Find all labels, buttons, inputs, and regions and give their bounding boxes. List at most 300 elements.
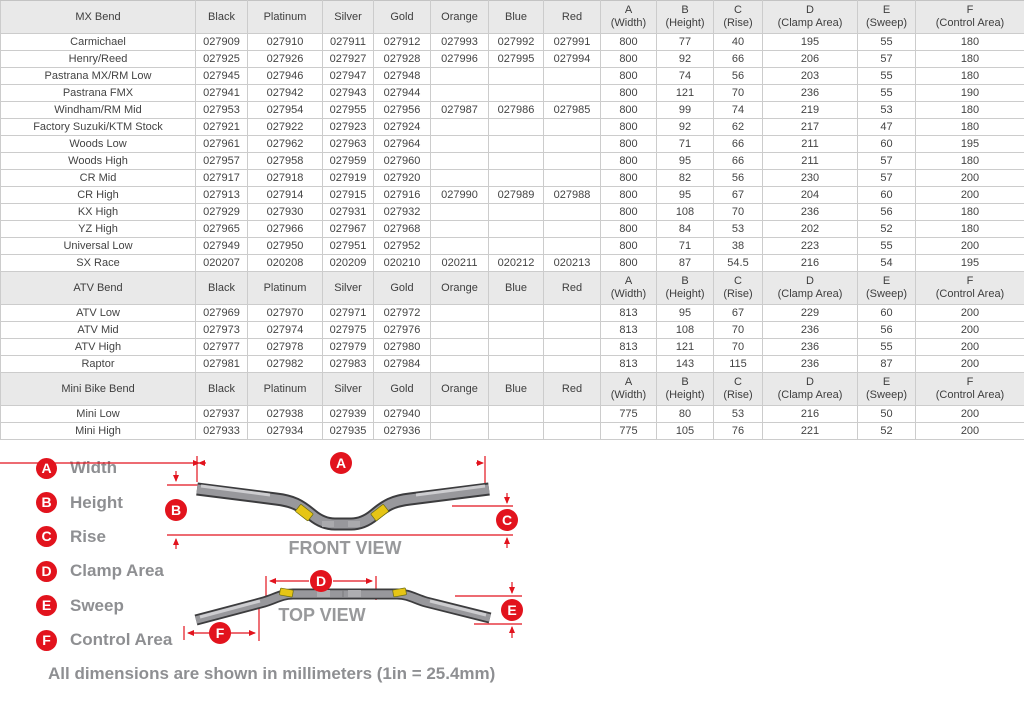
spec-cell: 56 xyxy=(858,322,916,339)
dim-column-header xyxy=(763,1,858,34)
dim-letter: E xyxy=(882,4,891,16)
bend-name: ATV Mid xyxy=(1,322,196,339)
handlebar-diagram-svg xyxy=(0,434,1024,699)
spec-row xyxy=(1,255,1024,272)
spec-cell: 99 xyxy=(657,102,714,119)
spec-cell: 55 xyxy=(858,339,916,356)
spec-cell: 95 xyxy=(657,153,714,170)
spec-cell: 027954 xyxy=(248,102,323,119)
top-view-group xyxy=(184,570,523,644)
dim-sub: (Clamp Area) xyxy=(777,17,843,29)
spec-cell: 71 xyxy=(657,238,714,255)
spec-cell xyxy=(489,339,544,356)
spec-cell xyxy=(544,170,601,187)
spec-cell: 121 xyxy=(657,339,714,356)
spec-row xyxy=(1,406,1024,423)
spec-cell: 55 xyxy=(858,238,916,255)
spec-cell: 70 xyxy=(714,339,763,356)
spec-cell: 82 xyxy=(657,170,714,187)
spec-cell: 027926 xyxy=(248,51,323,68)
spec-cell: 67 xyxy=(714,187,763,204)
dim-column-header xyxy=(916,272,1024,305)
spec-cell: 027979 xyxy=(323,339,374,356)
color-column-header: Platinum xyxy=(248,272,323,305)
legend-badge-b: B xyxy=(36,492,57,513)
bend-name: Woods Low xyxy=(1,136,196,153)
spec-cell: 027943 xyxy=(323,85,374,102)
legend-badge-d: D xyxy=(36,561,57,582)
dim-sub: (Width) xyxy=(610,288,647,300)
spec-cell: 67 xyxy=(714,305,763,322)
bend-name: ATV Low xyxy=(1,305,196,322)
dim-letter: C xyxy=(734,275,742,287)
legend-label: Width xyxy=(70,458,118,478)
legend-badge-e: E xyxy=(36,595,57,616)
color-column-header: Red xyxy=(544,373,601,406)
spec-cell: 71 xyxy=(657,136,714,153)
spec-cell: 53 xyxy=(714,221,763,238)
spec-row xyxy=(1,136,1024,153)
spec-cell: 027961 xyxy=(196,136,248,153)
diagram-badge-b xyxy=(165,499,187,521)
spec-cell xyxy=(431,406,489,423)
spec-cell: 47 xyxy=(858,119,916,136)
spec-row xyxy=(1,238,1024,255)
spec-cell: 180 xyxy=(916,153,1024,170)
legend-badge-c: C xyxy=(36,526,57,547)
spec-cell: 800 xyxy=(601,102,657,119)
spec-cell: 800 xyxy=(601,51,657,68)
spec-cell: 027935 xyxy=(323,423,374,440)
spec-cell: 027937 xyxy=(196,406,248,423)
dim-column-header xyxy=(601,373,657,406)
spec-cell: 027967 xyxy=(323,221,374,238)
spec-cell xyxy=(489,68,544,85)
spec-cell: 027909 xyxy=(196,34,248,51)
spec-cell: 027993 xyxy=(431,34,489,51)
legend-label: Rise xyxy=(70,526,106,546)
spec-cell xyxy=(431,136,489,153)
spec-cell: 55 xyxy=(858,85,916,102)
dim-column-header xyxy=(714,1,763,34)
spec-cell: 027956 xyxy=(374,102,431,119)
spec-cell: 56 xyxy=(858,204,916,221)
spec-cell: 027912 xyxy=(374,34,431,51)
spec-cell: 800 xyxy=(601,221,657,238)
dim-column-header xyxy=(916,373,1024,406)
spec-row xyxy=(1,51,1024,68)
dimension-diagram xyxy=(0,437,1024,705)
spec-cell: 95 xyxy=(657,187,714,204)
dim-column-header xyxy=(858,1,916,34)
dim-column-header xyxy=(601,1,657,34)
dim-column-header xyxy=(763,272,858,305)
color-column-header: Blue xyxy=(489,272,544,305)
spec-cell: 027977 xyxy=(196,339,248,356)
spec-row xyxy=(1,339,1024,356)
top-knurl-mark xyxy=(348,590,361,597)
front-knurl-mark xyxy=(348,521,360,527)
spec-cell: 027916 xyxy=(374,187,431,204)
spec-cell: 236 xyxy=(763,356,858,373)
dim-sub: (Control Area) xyxy=(935,288,1005,300)
spec-cell: 40 xyxy=(714,34,763,51)
dim-sub: (Control Area) xyxy=(935,389,1005,401)
spec-row xyxy=(1,170,1024,187)
spec-cell: 56 xyxy=(714,170,763,187)
spec-cell: 195 xyxy=(916,136,1024,153)
svg-text:D: D xyxy=(315,573,327,589)
spec-cell: 800 xyxy=(601,136,657,153)
spec-cell: 027981 xyxy=(196,356,248,373)
spec-cell: 800 xyxy=(601,170,657,187)
dim-letter: D xyxy=(806,4,814,16)
spec-cell: 027966 xyxy=(248,221,323,238)
spec-cell: 92 xyxy=(657,119,714,136)
top-view-label: TOP VIEW xyxy=(278,605,366,625)
spec-cell: 813 xyxy=(601,356,657,373)
spec-cell: 027949 xyxy=(196,238,248,255)
diagram-badge-a xyxy=(330,452,352,474)
spec-cell: 236 xyxy=(763,339,858,356)
spec-row xyxy=(1,204,1024,221)
spec-cell xyxy=(544,153,601,170)
spec-cell xyxy=(431,204,489,221)
spec-cell: 108 xyxy=(657,322,714,339)
dim-sub: (Sweep) xyxy=(866,389,907,401)
spec-cell: 027973 xyxy=(196,322,248,339)
spec-cell xyxy=(489,305,544,322)
spec-cell: 020211 xyxy=(431,255,489,272)
legend-label: Height xyxy=(70,492,123,512)
spec-cell: 027985 xyxy=(544,102,601,119)
spec-cell: 027962 xyxy=(248,136,323,153)
spec-cell: 027975 xyxy=(323,322,374,339)
spec-cell: 027958 xyxy=(248,153,323,170)
spec-cell xyxy=(489,170,544,187)
front-view-label: FRONT VIEW xyxy=(288,538,402,558)
spec-cell: 57 xyxy=(858,153,916,170)
dim-sub: (Sweep) xyxy=(866,17,907,29)
spec-cell xyxy=(431,170,489,187)
spec-cell: 80 xyxy=(657,406,714,423)
spec-cell: 211 xyxy=(763,136,858,153)
spec-cell: 027910 xyxy=(248,34,323,51)
spec-cell xyxy=(544,221,601,238)
color-column-header: Gold xyxy=(374,1,431,34)
dim-column-header xyxy=(714,272,763,305)
dim-sub: (Rise) xyxy=(723,288,753,300)
spec-cell: 027947 xyxy=(323,68,374,85)
dim-letter: C xyxy=(734,376,742,388)
color-column-header: Platinum xyxy=(248,373,323,406)
dim-sub: (Clamp Area) xyxy=(777,389,843,401)
dim-column-header xyxy=(657,373,714,406)
diagram-badge-d xyxy=(310,570,332,592)
spec-cell: 204 xyxy=(763,187,858,204)
spec-cell: 027991 xyxy=(544,34,601,51)
dim-letter: B xyxy=(681,376,689,388)
svg-text:B: B xyxy=(170,502,182,518)
bend-name: Pastrana MX/RM Low xyxy=(1,68,196,85)
spec-cell: 800 xyxy=(601,85,657,102)
spec-cell: 027931 xyxy=(323,204,374,221)
spec-cell: 027964 xyxy=(374,136,431,153)
spec-cell: 195 xyxy=(763,34,858,51)
dim-sub: (Height) xyxy=(665,17,705,29)
spec-cell xyxy=(544,238,601,255)
spec-cell: 221 xyxy=(763,423,858,440)
bend-name: CR High xyxy=(1,187,196,204)
spec-cell: 203 xyxy=(763,68,858,85)
dim-column-header xyxy=(657,1,714,34)
front-knurl-mark xyxy=(322,521,334,527)
spec-cell: 027923 xyxy=(323,119,374,136)
svg-text:F: F xyxy=(215,625,225,641)
bend-name: SX Race xyxy=(1,255,196,272)
spec-cell: 027990 xyxy=(431,187,489,204)
spec-cell: 180 xyxy=(916,34,1024,51)
spec-cell xyxy=(489,406,544,423)
diagram-badge-e xyxy=(501,599,523,621)
spec-row xyxy=(1,119,1024,136)
dim-letter: F xyxy=(966,376,974,388)
spec-cell: 108 xyxy=(657,204,714,221)
legend-badge-a: A xyxy=(36,458,57,479)
bend-name: Mini Low xyxy=(1,406,196,423)
spec-cell xyxy=(544,322,601,339)
spec-cell: 020213 xyxy=(544,255,601,272)
spec-cell: 027930 xyxy=(248,204,323,221)
section-header-row xyxy=(1,373,1024,406)
dim-sub: (Rise) xyxy=(723,389,753,401)
spec-cell: 027986 xyxy=(489,102,544,119)
spec-cell: 217 xyxy=(763,119,858,136)
spec-cell: 027933 xyxy=(196,423,248,440)
spec-cell: 020207 xyxy=(196,255,248,272)
spec-row xyxy=(1,322,1024,339)
spec-cell: 020208 xyxy=(248,255,323,272)
spec-cell: 027971 xyxy=(323,305,374,322)
spec-cell xyxy=(431,68,489,85)
spec-cell: 027959 xyxy=(323,153,374,170)
spec-cell: 027950 xyxy=(248,238,323,255)
spec-cell: 027920 xyxy=(374,170,431,187)
spec-cell: 53 xyxy=(714,406,763,423)
spec-cell: 027970 xyxy=(248,305,323,322)
spec-cell: 202 xyxy=(763,221,858,238)
dim-sub: (Height) xyxy=(665,288,705,300)
spec-cell: 115 xyxy=(714,356,763,373)
spec-cell: 027994 xyxy=(544,51,601,68)
spec-cell: 027922 xyxy=(248,119,323,136)
spec-cell: 027921 xyxy=(196,119,248,136)
spec-cell: 027969 xyxy=(196,305,248,322)
spec-cell: 027965 xyxy=(196,221,248,238)
spec-cell: 027918 xyxy=(248,170,323,187)
spec-cell: 813 xyxy=(601,305,657,322)
spec-cell xyxy=(544,339,601,356)
spec-cell: 020209 xyxy=(323,255,374,272)
spec-cell: 027929 xyxy=(196,204,248,221)
bend-name: Mini High xyxy=(1,423,196,440)
spec-cell: 027978 xyxy=(248,339,323,356)
bend-name: Henry/Reed xyxy=(1,51,196,68)
spec-cell: 027976 xyxy=(374,322,431,339)
spec-cell: 180 xyxy=(916,102,1024,119)
dim-column-header xyxy=(601,272,657,305)
dim-column-header xyxy=(858,373,916,406)
bend-name: KX High xyxy=(1,204,196,221)
color-column-header: Blue xyxy=(489,1,544,34)
spec-cell: 027917 xyxy=(196,170,248,187)
dim-column-header xyxy=(916,1,1024,34)
legend-badge-f: F xyxy=(36,630,57,651)
spec-cell: 813 xyxy=(601,322,657,339)
spec-cell: 027960 xyxy=(374,153,431,170)
spec-cell xyxy=(544,305,601,322)
dim-sub: (Sweep) xyxy=(866,288,907,300)
dim-column-header xyxy=(858,272,916,305)
spec-cell: 200 xyxy=(916,305,1024,322)
spec-cell: 027945 xyxy=(196,68,248,85)
spec-cell: 143 xyxy=(657,356,714,373)
color-column-header: Gold xyxy=(374,272,431,305)
bend-name: Universal Low xyxy=(1,238,196,255)
color-column-header: Red xyxy=(544,272,601,305)
color-column-header: Silver xyxy=(323,1,374,34)
dim-letter: B xyxy=(681,275,689,287)
spec-cell: 200 xyxy=(916,187,1024,204)
spec-cell: 027980 xyxy=(374,339,431,356)
dim-letter: F xyxy=(966,4,974,16)
spec-cell xyxy=(431,119,489,136)
spec-cell: 027911 xyxy=(323,34,374,51)
spec-cell: 027982 xyxy=(248,356,323,373)
spec-cell: 775 xyxy=(601,406,657,423)
spec-cell: 027932 xyxy=(374,204,431,221)
diagram-badge-c xyxy=(496,509,518,531)
spec-cell: 027995 xyxy=(489,51,544,68)
spec-row xyxy=(1,187,1024,204)
spec-cell: 56 xyxy=(714,68,763,85)
spec-cell: 180 xyxy=(916,51,1024,68)
spec-cell xyxy=(489,136,544,153)
spec-cell: 800 xyxy=(601,238,657,255)
spec-cell: 027944 xyxy=(374,85,431,102)
bend-name: Factory Suzuki/KTM Stock xyxy=(1,119,196,136)
bend-name: YZ High xyxy=(1,221,196,238)
spec-cell: 200 xyxy=(916,322,1024,339)
spec-cell: 60 xyxy=(858,305,916,322)
spec-cell: 027934 xyxy=(248,423,323,440)
dim-sub: (Control Area) xyxy=(935,17,1005,29)
svg-text:A: A xyxy=(335,455,347,471)
spec-cell: 74 xyxy=(714,102,763,119)
spec-cell: 027988 xyxy=(544,187,601,204)
spec-cell: 027955 xyxy=(323,102,374,119)
spec-cell: 55 xyxy=(858,34,916,51)
spec-cell: 027924 xyxy=(374,119,431,136)
spec-cell: 027989 xyxy=(489,187,544,204)
spec-cell xyxy=(431,356,489,373)
bend-name: CR Mid xyxy=(1,170,196,187)
spec-cell: 027951 xyxy=(323,238,374,255)
color-column-header: Orange xyxy=(431,373,489,406)
spec-cell: 206 xyxy=(763,51,858,68)
color-column-header: Black xyxy=(196,272,248,305)
spec-cell: 027936 xyxy=(374,423,431,440)
spec-cell: 223 xyxy=(763,238,858,255)
spec-row xyxy=(1,305,1024,322)
spec-cell: 180 xyxy=(916,204,1024,221)
spec-cell: 027983 xyxy=(323,356,374,373)
bend-name: Pastrana FMX xyxy=(1,85,196,102)
color-column-header: Gold xyxy=(374,373,431,406)
spec-cell: 66 xyxy=(714,51,763,68)
spec-cell: 50 xyxy=(858,406,916,423)
spec-cell: 95 xyxy=(657,305,714,322)
section-title: MX Bend xyxy=(1,1,196,34)
dim-sub: (Clamp Area) xyxy=(777,288,843,300)
spec-cell: 200 xyxy=(916,238,1024,255)
diagram-badge-f xyxy=(209,622,231,644)
spec-row xyxy=(1,85,1024,102)
spec-cell: 216 xyxy=(763,255,858,272)
spec-cell xyxy=(544,68,601,85)
spec-cell: 027913 xyxy=(196,187,248,204)
dim-letter: E xyxy=(882,376,891,388)
spec-cell: 211 xyxy=(763,153,858,170)
dim-letter: F xyxy=(966,275,974,287)
spec-cell: 87 xyxy=(657,255,714,272)
color-column-header: Silver xyxy=(323,373,374,406)
spec-cell: 020212 xyxy=(489,255,544,272)
dim-sub: (Width) xyxy=(610,17,647,29)
spec-cell: 70 xyxy=(714,204,763,221)
spec-cell: 105 xyxy=(657,423,714,440)
spec-cell xyxy=(489,221,544,238)
color-column-header: Silver xyxy=(323,272,374,305)
spec-cell: 027952 xyxy=(374,238,431,255)
spec-cell: 027987 xyxy=(431,102,489,119)
spec-cell: 54 xyxy=(858,255,916,272)
color-column-header: Orange xyxy=(431,272,489,305)
spec-cell: 70 xyxy=(714,85,763,102)
dim-sub: (Height) xyxy=(665,389,705,401)
spec-cell xyxy=(431,85,489,102)
spec-cell: 216 xyxy=(763,406,858,423)
section-header-row xyxy=(1,272,1024,305)
spec-cell: 200 xyxy=(916,423,1024,440)
spec-cell: 180 xyxy=(916,68,1024,85)
spec-cell: 020210 xyxy=(374,255,431,272)
spec-cell: 027996 xyxy=(431,51,489,68)
spec-cell: 60 xyxy=(858,187,916,204)
spec-cell: 87 xyxy=(858,356,916,373)
section-header-row xyxy=(1,1,1024,34)
spec-cell: 57 xyxy=(858,51,916,68)
dim-letter: A xyxy=(624,376,633,388)
spec-cell: 66 xyxy=(714,136,763,153)
units-note: All dimensions are shown in millimeters (1in = 25.4mm) xyxy=(48,664,496,683)
spec-cell: 027940 xyxy=(374,406,431,423)
spec-cell xyxy=(489,85,544,102)
color-column-header: Blue xyxy=(489,373,544,406)
spec-cell: 38 xyxy=(714,238,763,255)
dim-letter: C xyxy=(734,4,742,16)
spec-cell: 52 xyxy=(858,423,916,440)
